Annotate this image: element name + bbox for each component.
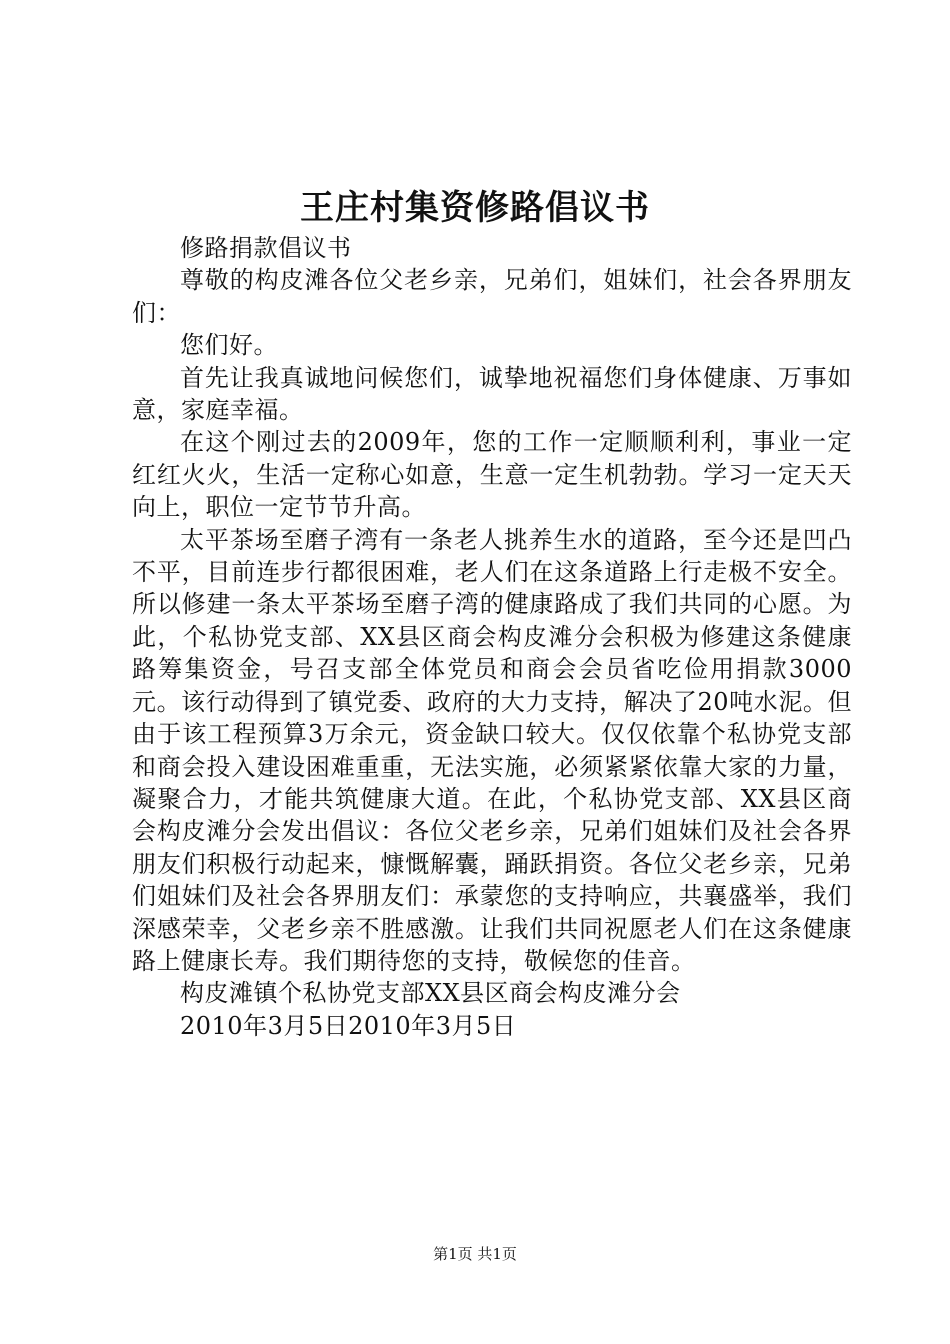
subtitle-line: 修路捐款倡议书 xyxy=(180,234,352,262)
document-title: 王庄村集资修路倡议书 xyxy=(300,188,650,228)
proposal-paragraph: 太平茶场至磨子湾有一条老人挑养生水的道路，至今还是凹凸不平，目前连步行都很困难，老人们在这条道路上行走极不安全。所以修建一条太平茶场至磨子湾的健康路成了我们共同的心愿。为此，个私协党支部、XX县区商会构皮滩分会积极为修建这条健康路筹集资金，号召支部全体党员和商会会员省吃俭用捐款3000元。该行动得到了镇党委、政府的大力支持，解决了20吨水泥。但由于该工程预算3万余元，资金缺口较大。仅仅依靠个私协党支部和商会投入建设困难重重，无法实施，必须紧紧依靠大家的力量，凝聚合力，才能共筑健康大道。在此，个私协党支部、XX县区商会构皮滩分会发出倡议：各位父老乡亲，兄弟们姐妹们及社会各界朋友们积极行动起来，慷慨解囊，踊跃捐资。各位父老乡亲，兄弟们姐妹们及社会各界朋友们：承蒙您的支持响应，共襄盛举，我们深感荣幸，父老乡亲不胜感激。让我们共同祝愿老人们在这条健康路上健康长寿。我们期待您的支持，敬候您的佳音。 xyxy=(132,525,852,975)
signature-line: 构皮滩镇个私协党支部XX县区商会构皮滩分会 xyxy=(180,979,681,1008)
wishes-paragraph: 首先让我真诚地问候您们，诚挚地祝福您们身体健康、万事如意，家庭幸福。 xyxy=(132,363,852,425)
salutation-paragraph: 尊敬的构皮滩各位父老乡亲，兄弟们，姐妹们，社会各界朋友们： xyxy=(132,266,852,327)
greeting-paragraph: 您们好。 xyxy=(180,331,278,360)
new-year-paragraph: 在这个刚过去的2009年，您的工作一定顺顺利利，事业一定红红火火，生活一定称心如意，生意一定生机勃勃。学习一定天天向上，职位一定节节升高。 xyxy=(132,428,852,522)
date-line: 2010年3月5日2010年3月5日 xyxy=(180,1011,517,1040)
page-number-footer: 第1页 共1页 xyxy=(433,1245,517,1263)
document-body xyxy=(132,232,852,1042)
